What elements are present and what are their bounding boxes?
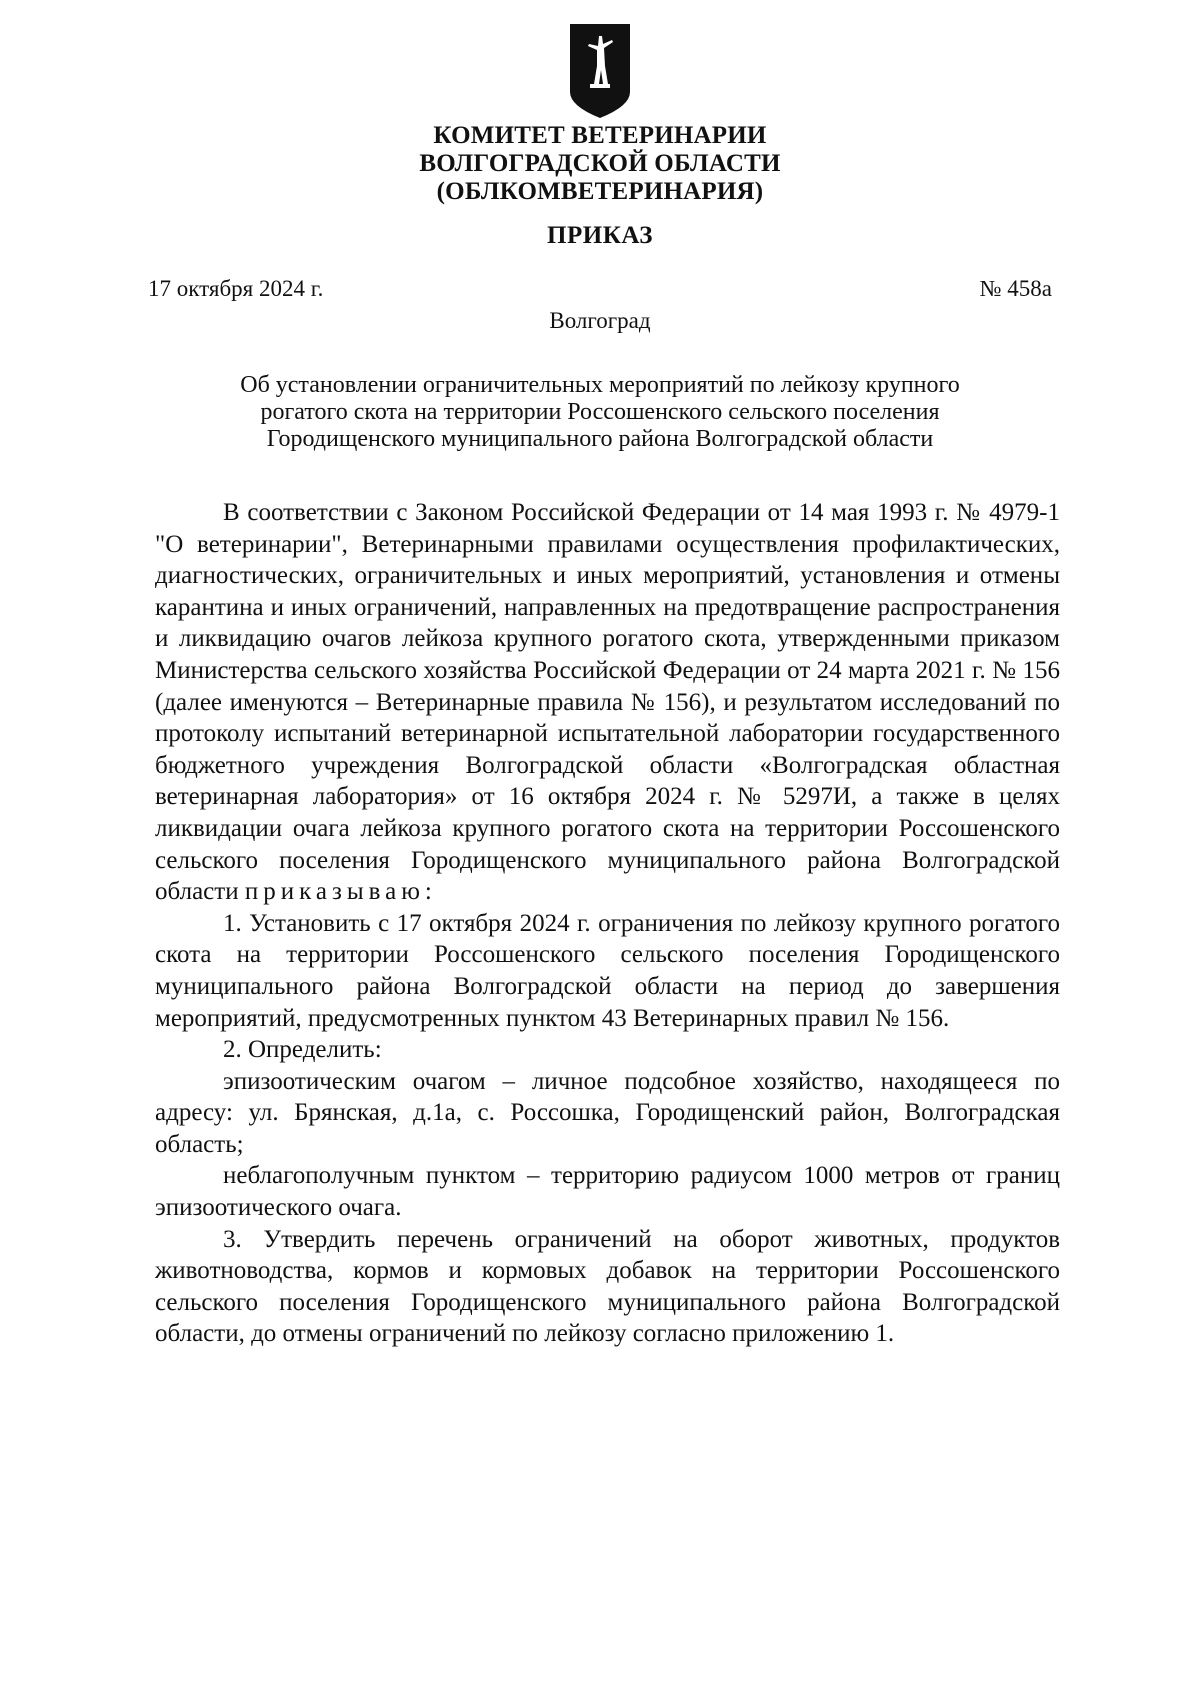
item-2a-paragraph: эпизоотическим очагом – личное подсобное хозяйство, находящееся по адресу: ул. Брянская, д.1а, с. Россошка, Городищенский район, Волгоградская область; bbox=[155, 1067, 1060, 1158]
organization-abbreviation: (ОБЛКОМВЕТЕРИНАРИЯ) bbox=[436, 178, 764, 205]
preamble-paragraph bbox=[155, 497, 1060, 908]
document-city: Волгоград bbox=[549, 308, 651, 333]
subject-line: Городищенского муниципального района Волгоградской области bbox=[266, 426, 934, 452]
document-subject bbox=[148, 372, 1052, 453]
organization-name-line: КОМИТЕТ ВЕТЕРИНАРИИ bbox=[433, 122, 767, 149]
order-colon: : bbox=[424, 878, 432, 906]
subject-line: рогатого скота на территории Россошенского сельского поселения bbox=[260, 399, 940, 425]
item-2-paragraph: 2. Определить: bbox=[223, 1036, 382, 1064]
coat-of-arms-icon bbox=[568, 22, 632, 120]
subject-line: Об установлении ограничительных мероприятий по лейкозу крупного bbox=[240, 372, 960, 398]
item-3-paragraph: 3. Утвердить перечень ограничений на оборот животных, продуктов животноводства, кормов и кормовых добавок на территории Россошенского сельского поселения Городищенского муниципального района Волгоградской области, до отмены ограничений по лейкозу согласно приложению 1. bbox=[155, 1225, 1060, 1348]
document-type: ПРИКАЗ bbox=[547, 222, 653, 249]
preamble-text: В соответствии с Законом Российской Федерации от 14 мая 1993 г. № 4979-1 "О ветеринарии", Ветеринарными правилами осуществления профилактических, диагностических, ограничительных и иных мероприятий, установления и отмены карантина и иных ограничений, направленных на предотвращение распространения и ликвидацию очагов лейкоза крупного рогатого скота, утвержденными приказом Министерства сельского хозяйства Российской Федерации от 24 марта 2021 г. № 156 (далее именуются – Ветеринарные правила № 156), и результатом исследований по протоколу испытаний ветеринарной испытательной лаборатории государственного бюджетного учреждения Волгоградской области «Волгоградская областная ветеринарная лаборатория» от 16 октября 2024 г. № 5297И, а также в целях ликвидации очага лейкоза крупного рогатого скота на территории Россошенского сельского поселения Городищенского муниципального района Волгоградской области bbox=[155, 499, 1060, 906]
order-word: приказываю bbox=[244, 878, 425, 906]
item-2b-paragraph: неблагополучным пунктом – территорию радиусом 1000 метров от границ эпизоотического очага. bbox=[155, 1162, 1060, 1222]
document-number: № 458а bbox=[979, 276, 1052, 301]
item-1-paragraph: 1. Установить с 17 октября 2024 г. ограничения по лейкозу крупного рогатого скота на территории Россошенского сельского поселения Городищенского муниципального района Волгоградской области на период до завершения мероприятий, предусмотренных пунктом 43 Ветеринарных правил № 156. bbox=[155, 909, 1060, 1032]
organization-name bbox=[0, 122, 1200, 206]
document-body bbox=[155, 497, 1060, 1350]
organization-name-line: ВОЛГОГРАДСКОЙ ОБЛАСТИ bbox=[419, 150, 781, 177]
document-date: 17 октября 2024 г. bbox=[148, 276, 324, 301]
